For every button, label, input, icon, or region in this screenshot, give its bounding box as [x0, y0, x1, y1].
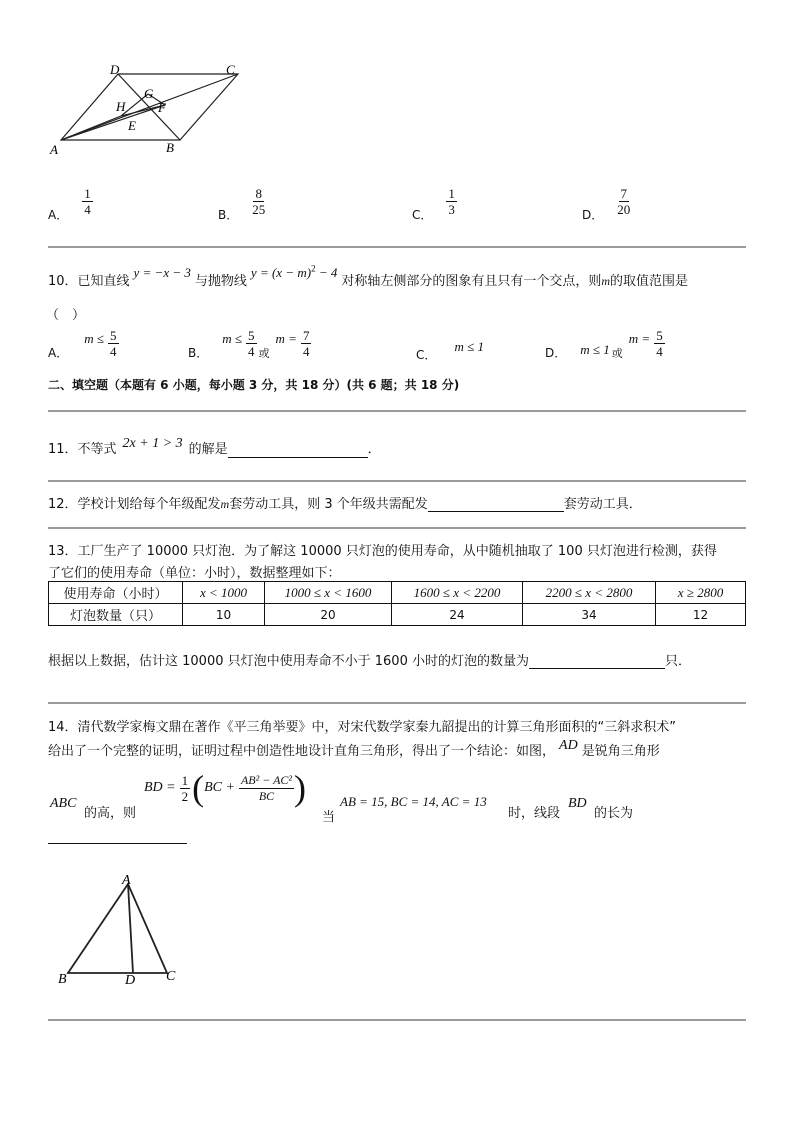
q9-option-b[interactable] — [218, 186, 265, 223]
triangle-label-C: C — [166, 969, 176, 984]
q10-d-expr-1: m ≤ 1 — [580, 342, 610, 357]
q9-b-den: 25 — [252, 202, 266, 217]
header-range-5: x ≥ 2800 — [677, 584, 724, 600]
q10-option-d[interactable] — [545, 328, 665, 361]
q10-parabola-tail: − 4 — [315, 265, 338, 280]
q14-text-2a: 给出了一个完整的证明，证明过程中创造性地设计直角三角形，得出了一个结论：如图， — [48, 744, 556, 759]
q10-text-4: 的取值范围是 — [610, 274, 689, 289]
table-row — [49, 604, 746, 626]
q9-b-num: 8 — [255, 186, 262, 201]
q14-text-gao: 的高，则 — [84, 806, 137, 821]
q10-d-fraction — [654, 328, 665, 359]
q10-c-expr: m ≤ 1 — [454, 339, 485, 354]
q9-option-a[interactable] — [48, 186, 93, 223]
table-cell: 12 — [656, 604, 746, 626]
q13-data-table — [48, 581, 746, 626]
q10-b-or: 或 — [258, 347, 270, 360]
table-header-cell — [392, 582, 523, 604]
header-range-2: 1000 ≤ x < 1600 — [284, 584, 372, 600]
q9-c-den: 3 — [448, 202, 455, 217]
q11-end: ． — [367, 442, 381, 457]
q14-bd-eq: BD = — [144, 780, 176, 795]
triangle-label-D: D — [125, 973, 136, 988]
triangle-label-B: B — [58, 972, 67, 987]
q9-option-d-fraction — [617, 186, 630, 217]
q9-option-d[interactable] — [582, 186, 630, 223]
q10-a-num: 5 — [110, 328, 117, 343]
q10-d-letter: D． — [545, 346, 567, 360]
q14-condition: AB = 15, BC = 14, AC = 13 — [340, 794, 487, 809]
q14-frac-den: BC — [258, 788, 275, 803]
divider — [48, 1019, 746, 1021]
table-header-cell — [523, 582, 656, 604]
q13-question-end: 只． — [664, 654, 691, 669]
q9-option-a-fraction — [82, 186, 93, 217]
q13-line-2: 了它们的使用寿命（单位：小时），数据整理如下： — [48, 566, 341, 581]
parallelogram-figure — [48, 62, 248, 158]
q10-option-a[interactable] — [48, 328, 119, 361]
label-F: F — [158, 100, 166, 115]
q14-right-paren: ) — [294, 768, 307, 808]
table-cell: 24 — [392, 604, 523, 626]
q10-option-c[interactable] — [416, 338, 485, 362]
q10-parabola-exponent: 2 — [311, 263, 316, 274]
q10-text-1: 10．已知直线 — [48, 274, 130, 289]
q14-main-fraction — [239, 773, 294, 804]
q13-question-text: 根据以上数据，估计这 10000 只灯泡中使用寿命不小于 1600 小时的灯泡的数量为 — [48, 654, 529, 669]
q9-d-den: 20 — [617, 202, 631, 217]
q10-text-2: 与抛物线 — [194, 274, 247, 289]
divider — [48, 702, 746, 704]
q9-a-num: 1 — [84, 186, 91, 201]
q12-variable-m: m — [220, 497, 230, 511]
q14-line-1: 14．清代数学家梅文鼎在著作《平三角举要》中，对宋代数学家秦九韶提出的计算三角形面积的“三斜求积术” — [48, 720, 677, 735]
table-row-label: 灯泡数量（只） — [49, 604, 183, 626]
q14-text-shi: 时，线段 — [508, 806, 561, 821]
q12-answer-blank[interactable] — [428, 497, 564, 512]
table-header-cell — [265, 582, 392, 604]
q11-text-2: 的解是 — [188, 442, 228, 457]
triangle-figure — [55, 870, 185, 988]
q10-a-den: 4 — [110, 344, 117, 359]
label-D: D — [110, 62, 120, 77]
q10-stem — [48, 263, 748, 289]
table-cell: 20 — [265, 604, 392, 626]
q9-option-d-letter: D． — [582, 208, 604, 222]
q14-half-num: 1 — [181, 772, 189, 788]
q10-parabola-equation — [251, 265, 337, 280]
q10-b-expr-2: m = — [275, 331, 297, 346]
q13-line-1: 13．工厂生产了 10000 只灯泡．为了解这 10000 只灯泡的使用寿命，从中随机抽取了 100 只灯泡进行检测，获得 — [48, 544, 717, 559]
q10-answer-paren: （ ） — [46, 308, 86, 323]
q9-option-c[interactable] — [412, 186, 457, 223]
q10-d-or: 或 — [611, 347, 623, 360]
q14-half-den: 2 — [181, 788, 189, 804]
q9-a-den: 4 — [84, 202, 91, 217]
q12 — [48, 493, 642, 512]
q14-frac-num: AB² − AC² — [240, 772, 293, 787]
q10-b-expr-1: m ≤ — [222, 331, 243, 346]
q9-c-num: 1 — [448, 186, 455, 201]
table-header-label: 使用寿命（小时） — [49, 582, 183, 604]
q10-line-equation: y = −x − 3 — [133, 265, 191, 280]
q14-left-paren: ( — [192, 768, 205, 808]
q14-bd-formula — [144, 770, 306, 806]
label-E: E — [128, 118, 136, 133]
q10-option-b[interactable] — [188, 328, 311, 361]
section-2-title: 二、填空题（本题有 6 小题，每小题 3 分，共 18 分）(共 6 题；共 18 分) — [48, 378, 460, 392]
q14-formula-line — [48, 768, 748, 828]
q10-a-fraction — [108, 328, 119, 359]
q10-a-letter: A． — [48, 346, 69, 360]
q10-d-den: 4 — [656, 344, 663, 359]
q10-b-fraction-2 — [301, 328, 312, 359]
q10-b-num-2: 7 — [302, 328, 310, 343]
table-cell: 10 — [183, 604, 265, 626]
q14-answer-blank[interactable] — [48, 843, 187, 844]
header-range-4: 2200 ≤ x < 2800 — [545, 584, 633, 600]
label-H: H — [116, 99, 126, 114]
q10-b-den-1: 4 — [248, 344, 255, 359]
header-range-3: 1600 ≤ x < 2200 — [413, 584, 501, 600]
q14-bc: BC + — [204, 780, 235, 795]
label-C: C — [226, 62, 235, 77]
divider — [48, 527, 746, 529]
q11-inequality: 2x + 1 > 3 — [122, 436, 183, 451]
divider — [48, 480, 746, 482]
q10-variable-m: m — [601, 274, 611, 288]
q12-text-3: 套劳动工具． — [563, 497, 642, 512]
label-A: A — [50, 142, 58, 157]
q10-b-fraction-1 — [246, 328, 257, 359]
q9-option-c-fraction — [446, 186, 457, 217]
q12-text-2: 套劳动工具，则 3 个年级共需配发 — [229, 497, 428, 512]
q14-text-len: 的长为 — [594, 806, 634, 821]
header-range-1: x < 1000 — [199, 584, 248, 600]
q9-option-a-letter: A． — [48, 208, 69, 222]
q10-text-3: 对称轴左侧部分的图象有且只有一个交点，则 — [341, 274, 602, 289]
q9-option-b-fraction — [252, 186, 265, 217]
q10-c-letter: C． — [416, 348, 437, 362]
q14-half-fraction — [180, 773, 191, 804]
q14-text-2b: 是锐角三角形 — [581, 744, 660, 759]
q13-answer-blank[interactable] — [529, 654, 665, 669]
q11 — [48, 438, 381, 458]
triangle-label-A: A — [122, 873, 131, 888]
q14-abc: ABC — [50, 796, 77, 811]
q14-line-2 — [48, 740, 660, 760]
q10-b-letter: B． — [188, 346, 209, 360]
q14-bd: BD — [568, 796, 587, 811]
q14-ad: AD — [559, 738, 578, 753]
table-header-cell — [183, 582, 265, 604]
label-B: B — [166, 140, 174, 155]
q9-option-c-letter: C． — [412, 208, 433, 222]
q10-parabola-base: y = (x − m) — [250, 265, 312, 280]
table-header-cell — [656, 582, 746, 604]
q11-answer-blank[interactable] — [228, 443, 368, 458]
divider — [48, 246, 746, 248]
q9-option-b-letter: B． — [218, 208, 239, 222]
table-row — [49, 582, 746, 604]
q10-d-num: 5 — [656, 328, 663, 343]
q12-text-1: 12．学校计划给每个年级配发 — [48, 497, 221, 512]
table-cell: 34 — [523, 604, 656, 626]
q9-d-num: 7 — [620, 186, 627, 201]
q10-a-expr: m ≤ — [84, 331, 104, 346]
q10-b-num-1: 5 — [248, 328, 255, 343]
q13-question — [48, 650, 691, 669]
q14-text-dang: 当 — [322, 810, 336, 825]
label-G: G — [144, 86, 154, 101]
divider — [48, 410, 746, 412]
q10-d-expr-2: m = — [628, 331, 651, 346]
q10-b-den-2: 4 — [302, 344, 310, 359]
q11-text-1: 11．不等式 — [48, 442, 117, 457]
